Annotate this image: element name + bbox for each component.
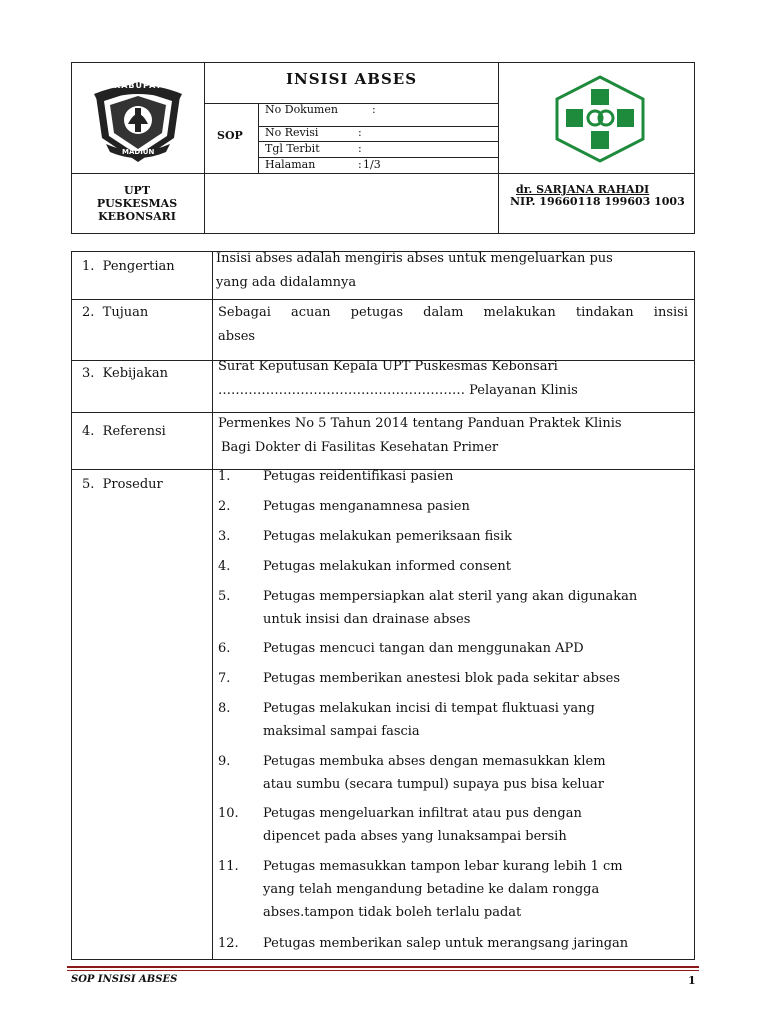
step-text: Petugas membuka abses dengan memasukkan klem atau sumbu (secara tumpul) supaya pus bisa keluar <box>263 754 606 792</box>
doc-row-sep: : <box>358 126 362 139</box>
sop-label: SOP <box>217 129 243 142</box>
section-kebijakan-label: 3. Kebijakan <box>82 366 168 381</box>
footer-page-number: 1 <box>688 974 696 987</box>
logo-text-top: KABUPATEN <box>114 81 177 90</box>
step-number: 2. <box>218 499 231 514</box>
logo-text-bottom: MADIUN <box>122 148 155 156</box>
doc-row-label: Tgl Terbit <box>265 142 320 155</box>
doc-row-label: Halaman <box>265 158 316 171</box>
step-text: Petugas menganamnesa pasien <box>263 499 470 514</box>
step-text: Petugas mengeluarkan infiltrat atau pus dengan dipencet pada abses yang lunaksampai bersih <box>263 806 582 844</box>
doc-row-value: 1/3 <box>363 158 381 171</box>
signer-nip: NIP. 19660118 199603 1003 <box>510 195 685 208</box>
kebijakan-text: Surat Keputusan Kepala UPT Puskesmas Kebonsari ………………………………………………… Pelayanan Klinis <box>218 359 578 398</box>
step-text: Petugas mencuci tangan dan menggunakan APD <box>263 641 584 656</box>
kabupaten-madiun-logo <box>88 78 188 166</box>
step-text: Petugas mempersiapkan alat steril yang akan digunakan untuk insisi dan drainase abses <box>263 589 638 627</box>
step-text: Petugas reidentifikasi pasien <box>263 469 454 484</box>
step-text: Petugas memberikan salep untuk merangsang jaringan <box>263 936 629 951</box>
step-number: 11. <box>218 859 239 874</box>
step-number: 12. <box>218 936 239 951</box>
step-text: Petugas melakukan incisi di tempat fluktuasi yang maksimal sampai fascia <box>263 701 595 739</box>
doc-row-label: No Dokumen <box>265 103 338 116</box>
org-name <box>71 184 203 223</box>
puskesmas-logo <box>553 75 647 163</box>
step-number: 7. <box>218 671 231 686</box>
footer-document-name: SOP INSISI ABSES <box>71 974 178 985</box>
section-pengertian-label: 1. Pengertian <box>82 259 175 274</box>
step-number: 6. <box>218 641 231 656</box>
tujuan-text: Sebagai acuan petugas dalam melakukan tindakan insisi abses <box>218 305 688 344</box>
section-prosedur-label: 5. Prosedur <box>82 477 163 492</box>
step-text: Petugas memasukkan tampon lebar kurang lebih 1 cm yang telah mengandung betadine ke dalam rongga abses.tampon tidak boleh terlalu padat <box>263 859 623 920</box>
step-text: Petugas melakukan informed consent <box>263 559 511 574</box>
doc-row-sep: : <box>358 142 362 155</box>
org-line: PUSKESMAS <box>96 197 178 210</box>
doc-row-label: No Revisi <box>265 126 319 139</box>
step-number: 3. <box>218 529 231 544</box>
org-line: UPT <box>123 184 151 197</box>
step-text: Petugas memberikan anestesi blok pada sekitar abses <box>263 671 620 686</box>
doc-row-sep: : <box>372 103 376 116</box>
document-title: INSISI ABSES <box>286 70 418 88</box>
step-number: 10. <box>218 806 239 821</box>
step-number: 9. <box>218 754 231 769</box>
doc-row-sep: : <box>358 158 362 171</box>
step-number: 4. <box>218 559 231 574</box>
org-line: KEBONSARI <box>98 210 176 223</box>
step-number: 1. <box>218 469 231 484</box>
pengertian-text: Insisi abses adalah mengiris abses untuk mengeluarkan pus yang ada didalamnya <box>216 251 613 290</box>
step-number: 5. <box>218 589 231 604</box>
section-referensi-label: 4. Referensi <box>82 424 166 439</box>
step-number: 8. <box>218 701 231 716</box>
footer-rule <box>67 966 699 972</box>
signer-name: dr. SARJANA RAHADI <box>516 183 650 196</box>
step-text: Petugas melakukan pemeriksaan fisik <box>263 529 512 544</box>
referensi-text: Permenkes No 5 Tahun 2014 tentang Panduan Praktek Klinis Bagi Dokter di Fasilitas Kesehatan Primer <box>218 416 622 455</box>
section-tujuan-label: 2. Tujuan <box>82 305 149 320</box>
